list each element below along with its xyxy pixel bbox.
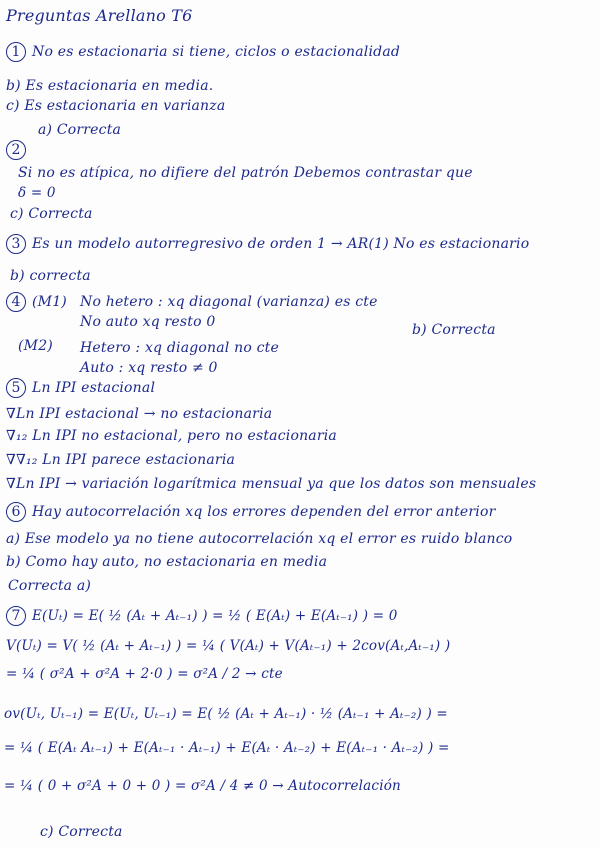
question-7-variance-line1: V(Uₜ) = V( ½ (Aₜ + Aₜ₋₁) ) = ¼ ( V(Aₜ) + V(Aₜ₋₁) + 2cov(Aₜ,Aₜ₋₁) ) [6, 638, 451, 654]
question-7-line [6, 606, 398, 626]
question-5-line4: ∇∇₁₂ Ln IPI parece estacionaria [6, 452, 236, 468]
question-4-number: 4 [6, 292, 26, 312]
question-7-expectation: E(Uₜ) = E( ½ (Aₜ + Aₜ₋₁) ) = ½ ( E(Aₜ) + E(Aₜ₋₁) ) = 0 [32, 608, 398, 624]
question-4-m2-label: (M2) [18, 338, 53, 354]
question-1-option-c: c) Es estacionaria en varianza [6, 98, 226, 114]
question-7-cov-line2: = ¼ ( E(Aₜ Aₜ₋₁) + E(Aₜ₋₁ · Aₜ₋₁) + E(Aₜ · Aₜ₋₂) + E(Aₜ₋₁ · Aₜ₋₂) ) = [4, 740, 450, 756]
question-4-m1-line [6, 292, 67, 312]
question-1-line [6, 42, 400, 62]
question-1-number: 1 [6, 42, 26, 62]
question-4-m1-line1: No hetero : xq diagonal (varianza) es cte [80, 294, 378, 310]
question-7-cov-line3: = ¼ ( 0 + σ²A + 0 + 0 ) = σ²A / 4 ≠ 0 → Autocorrelación [4, 778, 401, 794]
question-6-line4: Correcta a) [8, 578, 92, 594]
question-2-answer: c) Correcta [10, 206, 93, 222]
question-6-line [6, 502, 495, 522]
question-1-option-b: b) Es estacionaria en media. [6, 78, 214, 94]
question-7-cov-line1: ov(Uₜ, Uₜ₋₁) = E(Uₜ, Uₜ₋₁) = E( ½ (Aₜ + Aₜ₋₁) · ½ (Aₜ₋₁ + Aₜ₋₂) ) = [4, 706, 448, 722]
question-4-m2-line1: Hetero : xq diagonal no cte [80, 340, 279, 356]
question-7-answer: c) Correcta [40, 824, 123, 840]
question-4-m1-line2: No auto xq resto 0 [80, 314, 216, 330]
question-5-line3: ∇₁₂ Ln IPI no estacional, pero no estacionaria [6, 428, 337, 444]
question-5-number: 5 [6, 378, 26, 398]
question-1-text: No es estacionaria si tiene, ciclos o estacionalidad [32, 44, 401, 60]
question-2-line [6, 140, 32, 160]
question-7-number: 7 [6, 606, 26, 626]
question-2-number: 2 [6, 140, 26, 160]
question-6-line3: b) Como hay auto, no estacionaria en media [6, 554, 328, 570]
question-5-line5: ∇Ln IPI → variación logarítmica mensual ya que los datos son mensuales [6, 476, 537, 492]
page-title: Preguntas Arellano T6 [6, 6, 193, 25]
question-4-m2-line2: Auto : xq resto ≠ 0 [80, 360, 218, 376]
question-2-delta: δ = 0 [18, 185, 56, 201]
question-4-m1-label: (M1) [32, 294, 67, 310]
question-1-answer: a) Correcta [38, 122, 122, 138]
question-5-line2: ∇Ln IPI estacional → no estacionaria [6, 406, 273, 422]
question-7-variance-line2: = ¼ ( σ²A + σ²A + 2·0 ) = σ²A / 2 → cte [6, 666, 283, 682]
question-4-answer: b) Correcta [412, 322, 496, 338]
question-5-line1: Ln IPI estacional [32, 380, 156, 396]
question-3-line [6, 234, 529, 254]
question-6-line2: a) Ese modelo ya no tiene autocorrelación xq el error es ruido blanco [6, 531, 513, 547]
question-3-number: 3 [6, 234, 26, 254]
question-6-line1: Hay autocorrelación xq los errores dependen del error anterior [32, 504, 496, 520]
question-2-text: Si no es atípica, no difiere del patrón Debemos contrastar que [18, 165, 473, 181]
question-6-number: 6 [6, 502, 26, 522]
question-3-text: Es un modelo autorregresivo de orden 1 → AR(1) No es estacionario [32, 236, 530, 252]
question-5-line [6, 378, 155, 398]
question-3-answer: b) correcta [10, 268, 91, 284]
